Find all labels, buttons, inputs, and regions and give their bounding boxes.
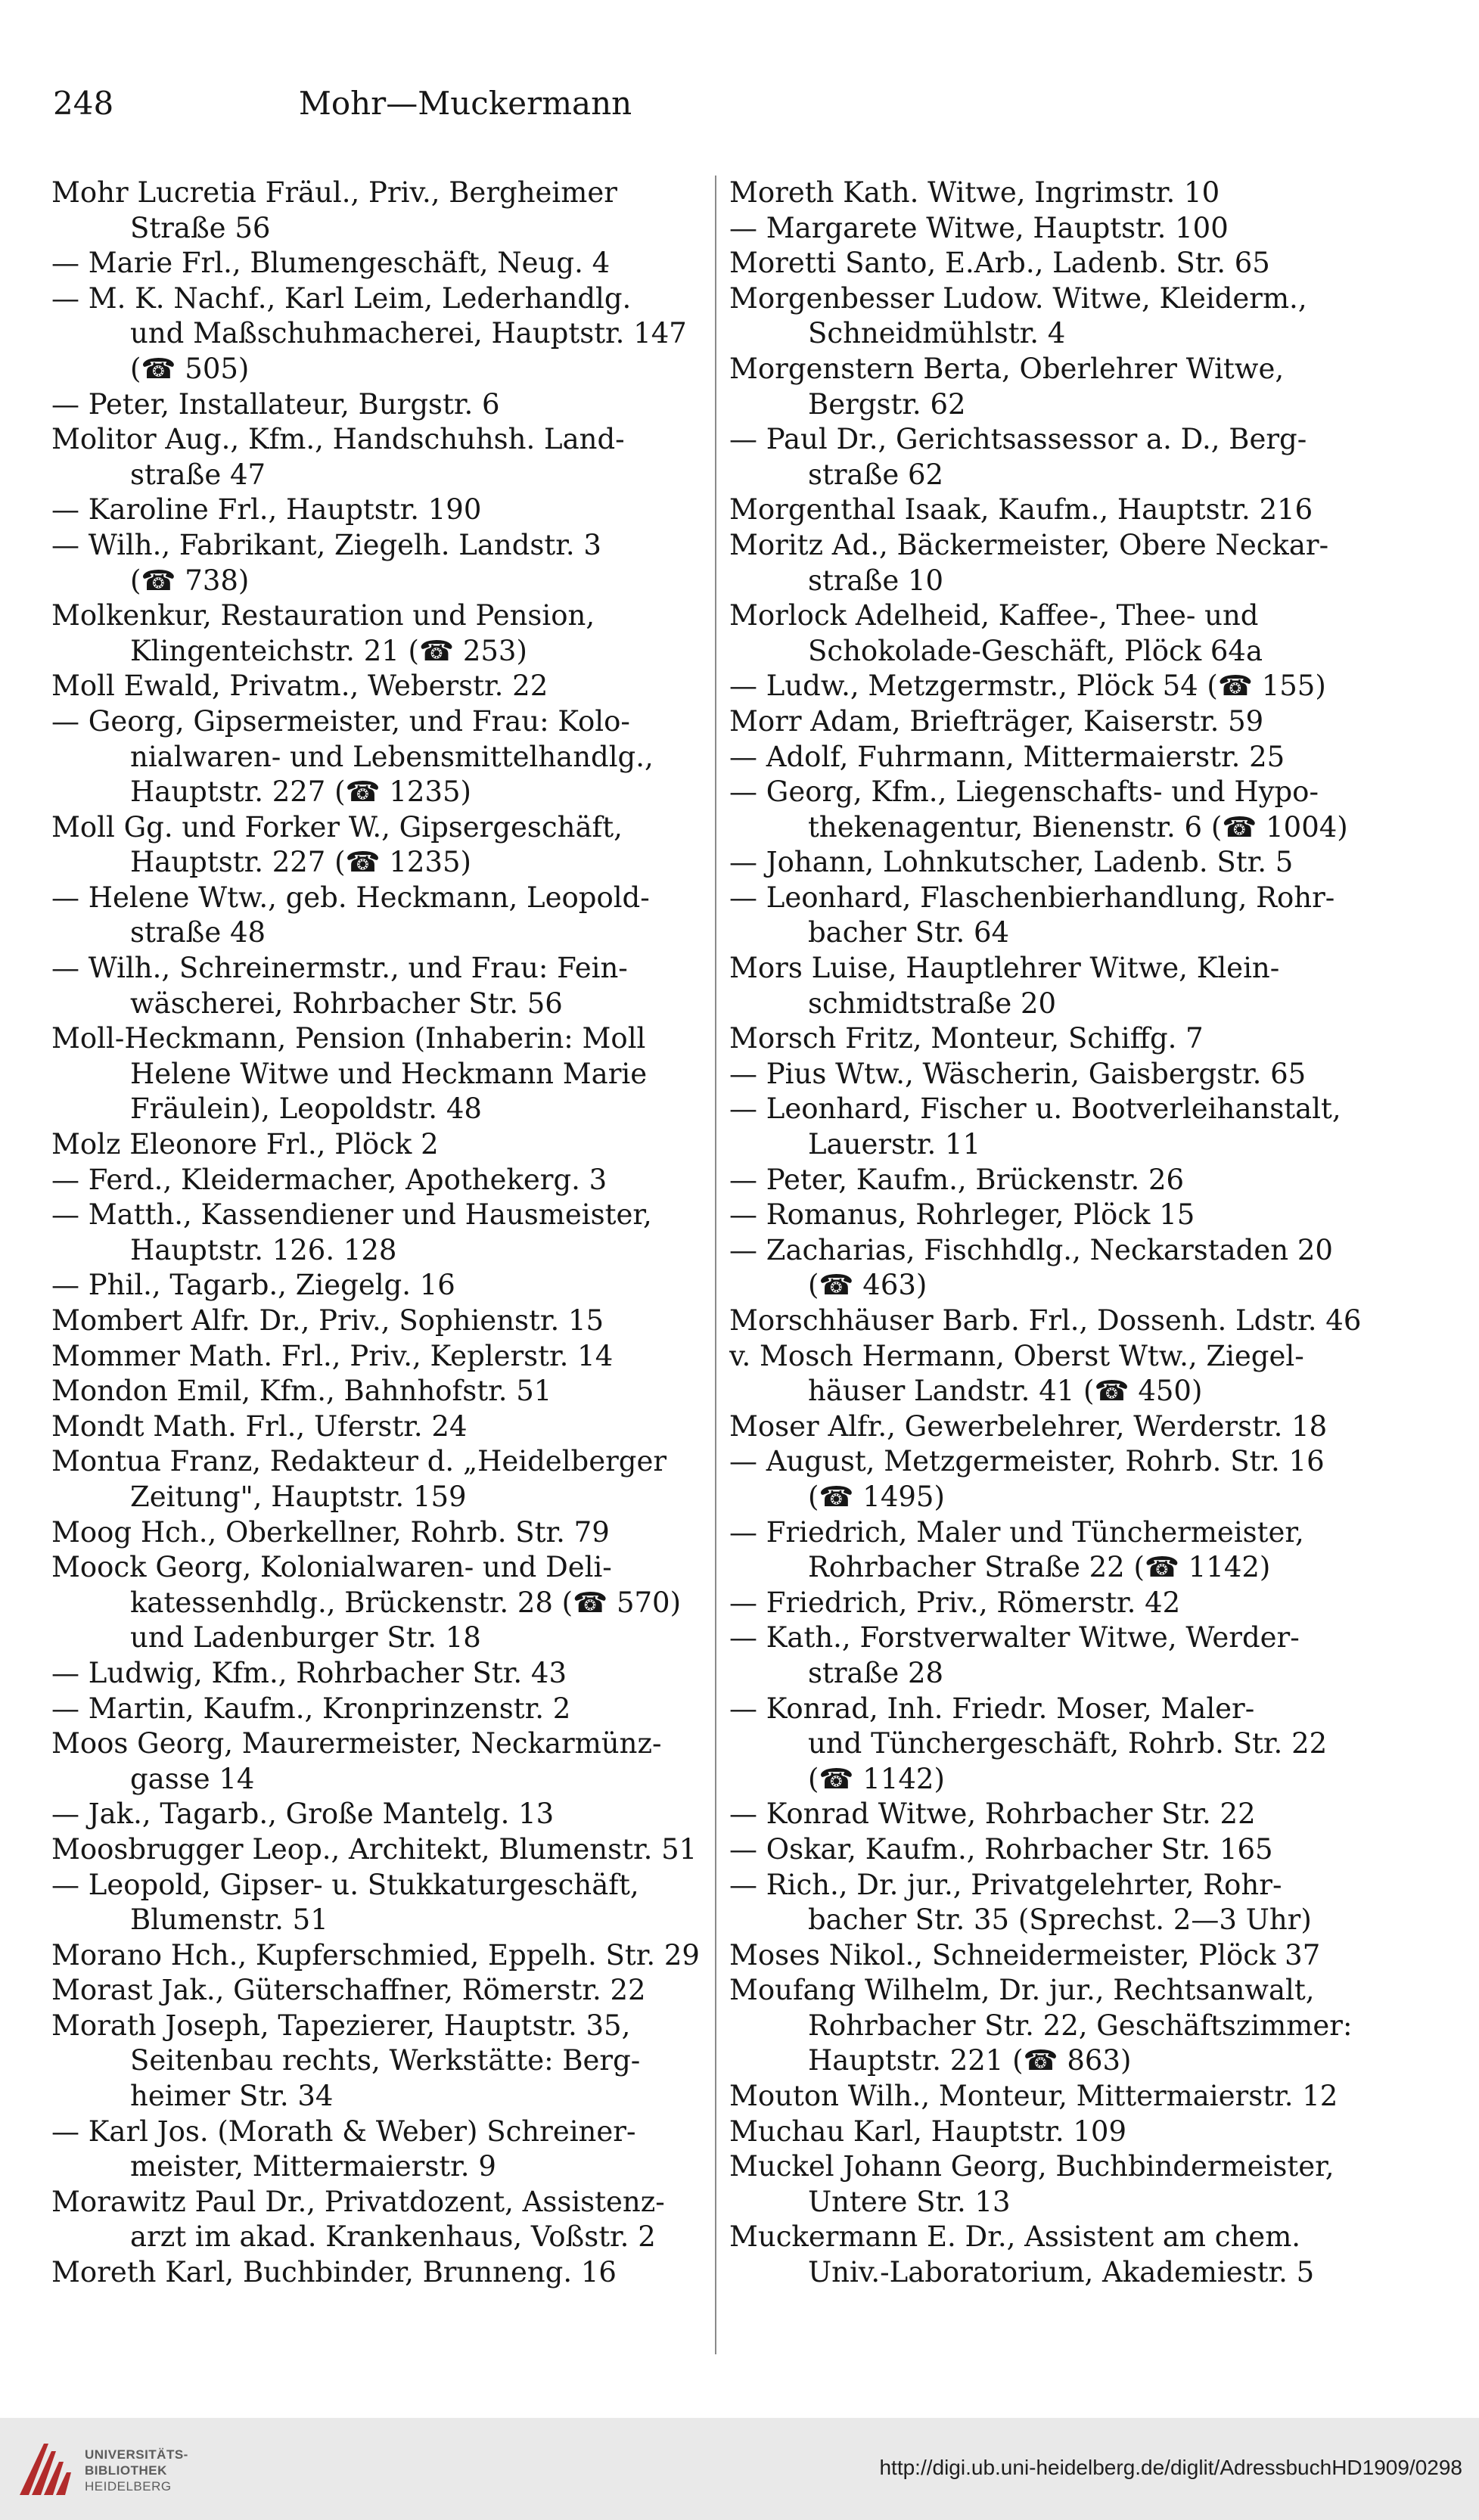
directory-entry-line: — Margarete Witwe, Hauptstr. 100 (729, 211, 1229, 244)
directory-entry-line: — Ludw., Metzgermstr., Plöck 54 (☎ 155) (729, 670, 1326, 703)
directory-entry-line: häuser Landstr. 41 (☎ 450) (808, 1375, 1203, 1408)
directory-entry-line: straße 28 (808, 1656, 944, 1689)
directory-entry-line: Morgenbesser Ludow. Witwe, Kleiderm., (729, 281, 1307, 315)
directory-entry-line: straße 10 (808, 564, 944, 597)
directory-entry-line: Morschhäuser Barb. Frl., Dossenh. Ldstr. 46 (729, 1304, 1362, 1337)
directory-entry-line: Moll-Heckmann, Pension (Inhaberin: Moll (51, 1022, 646, 1055)
directory-entry-line: Molkenkur, Restauration und Pension, (51, 599, 595, 632)
directory-entry-line: bacher Str. 64 (808, 916, 1010, 949)
directory-entry-line: — Adolf, Fuhrmann, Mittermaierstr. 25 (729, 740, 1285, 773)
page-header (53, 85, 878, 138)
directory-entry-line: katessenhdlg., Brückenstr. 28 (☎ 570) (130, 1586, 682, 1619)
directory-entry-line: Rohrbacher Str. 22, Geschäftszimmer: (808, 2009, 1353, 2042)
directory-entry-line: thekenagentur, Bienenstr. 6 (☎ 1004) (808, 810, 1348, 844)
directory-entry-line: Muckel Johann Georg, Buchbindermeister, (729, 2150, 1335, 2183)
directory-entry-line: — Matth., Kassendiener und Hausmeister, (51, 1198, 652, 1232)
directory-entry-line: Morano Hch., Kupferschmied, Eppelh. Str. 29 (51, 1938, 700, 1972)
directory-entry-line: straße 47 (130, 458, 266, 491)
directory-entry-line: — Leopold, Gipser- u. Stukkaturgeschäft, (51, 1868, 639, 1901)
directory-entry-line: — Jak., Tagarb., Große Mantelg. 13 (51, 1798, 555, 1831)
directory-entry-line: Blumenstr. 51 (130, 1903, 328, 1937)
directory-entry-line: Moll Ewald, Privatm., Weberstr. 22 (51, 670, 548, 703)
directory-entry-line: Mohr Lucretia Fräul., Priv., Bergheimer (51, 176, 617, 209)
directory-entry-line: — Martin, Kaufm., Kronprinzenstr. 2 (51, 1692, 571, 1725)
directory-entry-line: Morsch Fritz, Monteur, Schiffg. 7 (729, 1022, 1204, 1055)
directory-entry-line: Morgenstern Berta, Oberlehrer Witwe, (729, 352, 1285, 385)
directory-entry-line: Schokolade-Geschäft, Plöck 64a (808, 634, 1263, 667)
directory-entry-line: und Tünchergeschäft, Rohrb. Str. 22 (808, 1727, 1328, 1760)
directory-entry-line: schmidtstraße 20 (808, 987, 1057, 1020)
directory-entry-line: — Phil., Tagarb., Ziegelg. 16 (51, 1269, 455, 1302)
directory-entry-line: — Wilh., Schreinermstr., und Frau: Fein- (51, 952, 628, 985)
directory-entry-line: — Konrad, Inh. Friedr. Moser, Maler- (729, 1692, 1255, 1725)
running-head: Mohr—Muckermann (298, 85, 632, 122)
directory-entry-line: Hauptstr. 221 (☎ 863) (808, 2044, 1132, 2077)
directory-entry-line: — August, Metzgermeister, Rohrb. Str. 16 (729, 1445, 1325, 1478)
directory-entry-line: Lauerstr. 11 (808, 1128, 981, 1161)
directory-entry-line: — Karl Jos. (Morath & Weber) Schreiner- (51, 2115, 636, 2148)
directory-entry-line: arzt im akad. Krankenhaus, Voßstr. 2 (130, 2220, 656, 2254)
directory-entry-line: (☎ 1142) (808, 1762, 945, 1795)
directory-entry-line: — Leonhard, Fischer u. Bootverleihanstalt, (729, 1092, 1341, 1126)
directory-entry-line: — Paul Dr., Gerichtsassessor a. D., Berg- (729, 423, 1307, 456)
directory-entry-line: straße 62 (808, 458, 944, 491)
directory-entry-line: Moock Georg, Kolonialwaren- und Deli- (51, 1551, 612, 1584)
directory-entry-line: Moll Gg. und Forker W., Gipsergeschäft, (51, 810, 623, 844)
directory-entry-line: — Romanus, Rohrleger, Plöck 15 (729, 1198, 1195, 1232)
directory-entry-line: Molz Eleonore Frl., Plöck 2 (51, 1128, 439, 1161)
directory-entry-line: Mors Luise, Hauptlehrer Witwe, Klein- (729, 952, 1280, 985)
directory-entry-line: Morast Jak., Güterschaffner, Römerstr. 22 (51, 1974, 646, 2007)
directory-entry-line: Hauptstr. 227 (☎ 1235) (130, 846, 471, 879)
directory-entry-line: (☎ 1495) (808, 1480, 945, 1513)
directory-entry-line: (☎ 738) (130, 564, 250, 597)
directory-entry-line: — Peter, Installateur, Burgstr. 6 (51, 387, 500, 421)
page-number: 248 (53, 85, 114, 122)
directory-entry-line: — Oskar, Kaufm., Rohrbacher Str. 165 (729, 1832, 1273, 1866)
directory-entry-line: — Konrad Witwe, Rohrbacher Str. 22 (729, 1798, 1256, 1831)
directory-entry-line: Hauptstr. 126. 128 (130, 1233, 397, 1266)
directory-entry-line: Univ.-Laboratorium, Akademiestr. 5 (808, 2256, 1315, 2289)
directory-entry-line: Moreth Kath. Witwe, Ingrimstr. 10 (729, 176, 1220, 209)
footer-bar (0, 2418, 1479, 2520)
directory-entry-line: Schneidmühlstr. 4 (808, 317, 1066, 350)
directory-entry-line: Fräulein), Leopoldstr. 48 (130, 1092, 482, 1126)
directory-entry-line: Moufang Wilhelm, Dr. jur., Rechtsanwalt, (729, 1974, 1315, 2007)
directory-entry-line: — Ludwig, Kfm., Rohrbacher Str. 43 (51, 1656, 567, 1689)
directory-entry-line: — Kath., Forstverwalter Witwe, Werder- (729, 1621, 1300, 1655)
directory-entry-line: — Helene Wtw., geb. Heckmann, Leopold- (51, 881, 650, 914)
directory-entry-line: Moreth Karl, Buchbinder, Brunneng. 16 (51, 2256, 617, 2289)
directory-entry-line: Muckermann E. Dr., Assistent am chem. (729, 2220, 1301, 2254)
directory-entry-line: — Johann, Lohnkutscher, Ladenb. Str. 5 (729, 846, 1294, 879)
directory-entry-line: — Rich., Dr. jur., Privatgelehrter, Rohr- (729, 1868, 1282, 1901)
source-url-link[interactable]: http://digi.ub.uni-heidelberg.de/diglit/AdressbuchHD1909/0298 (879, 2456, 1462, 2479)
directory-entry-line: Morath Joseph, Tapezierer, Hauptstr. 35, (51, 2009, 631, 2042)
directory-entry-line: Hauptstr. 227 (☎ 1235) (130, 775, 471, 809)
left-column (51, 176, 717, 2291)
directory-entry-line: — Friedrich, Priv., Römerstr. 42 (729, 1586, 1181, 1619)
directory-entry-line: Moosbrugger Leop., Architekt, Blumenstr. 51 (51, 1832, 698, 1866)
directory-entry-line: bacher Str. 35 (Sprechst. 2—3 Uhr) (808, 1903, 1312, 1937)
directory-entry-line: Morawitz Paul Dr., Privatdozent, Assistenz- (51, 2185, 665, 2218)
directory-entry-line: Moses Nikol., Schneidermeister, Plöck 37 (729, 1938, 1321, 1972)
directory-entry-line: Klingenteichstr. 21 (☎ 253) (130, 634, 527, 667)
directory-entry-line: v. Mosch Hermann, Oberst Wtw., Ziegel- (729, 1339, 1304, 1372)
directory-entry-line: — Wilh., Fabrikant, Ziegelh. Landstr. 3 (51, 528, 601, 561)
directory-entry-line: Rohrbacher Straße 22 (☎ 1142) (808, 1551, 1271, 1584)
directory-entry-line: — Marie Frl., Blumengeschäft, Neug. 4 (51, 247, 611, 280)
directory-entry-line: — Georg, Gipsermeister, und Frau: Kolo- (51, 704, 630, 738)
directory-entry-line: — Pius Wtw., Wäscherin, Gaisbergstr. 65 (729, 1057, 1307, 1090)
directory-entry-line: Morlock Adelheid, Kaffee-, Thee- und (729, 599, 1259, 632)
directory-entry-line: (☎ 463) (808, 1269, 927, 1302)
directory-entry-line: Mombert Alfr. Dr., Priv., Sophienstr. 15 (51, 1304, 604, 1337)
directory-entry-line: Moser Alfr., Gewerbelehrer, Werderstr. 18 (729, 1409, 1328, 1443)
directory-entry-line: Muchau Karl, Hauptstr. 109 (729, 2115, 1126, 2148)
directory-entry-line: Moos Georg, Maurermeister, Neckarmünz- (51, 1727, 662, 1760)
directory-entry-line: (☎ 505) (130, 352, 250, 385)
directory-entry-line: Mondt Math. Frl., Uferstr. 24 (51, 1409, 468, 1443)
directory-entry-line: — Peter, Kaufm., Brückenstr. 26 (729, 1163, 1185, 1196)
directory-entry-line: Montua Franz, Redakteur d. „Heidelberger (51, 1445, 667, 1478)
directory-entry-line: und Maßschuhmacherei, Hauptstr. 147 (130, 317, 687, 350)
directory-entry-line: Seitenbau rechts, Werkstätte: Berg- (130, 2044, 641, 2077)
directory-entry-line: Molitor Aug., Kfm., Handschuhsh. Land- (51, 423, 625, 456)
directory-entry-line: — Zacharias, Fischhdlg., Neckarstaden 20 (729, 1233, 1333, 1266)
directory-entry-line: — Karoline Frl., Hauptstr. 190 (51, 493, 482, 527)
directory-entry-line: Mondon Emil, Kfm., Bahnhofstr. 51 (51, 1375, 552, 1408)
directory-entry-line: meister, Mittermaierstr. 9 (130, 2150, 496, 2183)
directory-entry-line: Morr Adam, Briefträger, Kaiserstr. 59 (729, 704, 1264, 738)
directory-entry-line: Zeitung", Hauptstr. 159 (130, 1480, 467, 1513)
directory-entry-line: Mommer Math. Frl., Priv., Keplerstr. 14 (51, 1339, 614, 1372)
right-column (729, 176, 1395, 2291)
directory-entry-line: wäscherei, Rohrbacher Str. 56 (130, 987, 563, 1020)
directory-entry-line: Morgenthal Isaak, Kaufm., Hauptstr. 216 (729, 493, 1313, 527)
directory-entry-line: heimer Str. 34 (130, 2080, 334, 2113)
directory-entry-line: — Georg, Kfm., Liegenschafts- und Hypo- (729, 775, 1319, 809)
column-divider (715, 176, 716, 2354)
directory-entry-line: Moritz Ad., Bäckermeister, Obere Neckar- (729, 528, 1329, 561)
library-seal-icon (17, 2439, 77, 2500)
directory-entry-line: Mouton Wilh., Monteur, Mittermaierstr. 12 (729, 2080, 1338, 2113)
directory-entry-line: — Leonhard, Flaschenbierhandlung, Rohr- (729, 881, 1335, 914)
directory-entry-line: — Friedrich, Maler und Tünchermeister, (729, 1515, 1304, 1549)
directory-entry-line: Moretti Santo, E.Arb., Ladenb. Str. 65 (729, 247, 1270, 280)
directory-entry-line: Moog Hch., Oberkellner, Rohrb. Str. 79 (51, 1515, 610, 1549)
directory-entry-line: — Ferd., Kleidermacher, Apothekerg. 3 (51, 1163, 607, 1196)
library-name: UNIVERSITÄTS- BIBLIOTHEK HEIDELBERG (85, 2447, 188, 2494)
directory-entry-line: Bergstr. 62 (808, 387, 966, 421)
directory-entry-line: Untere Str. 13 (808, 2185, 1011, 2218)
directory-entry-line: Helene Witwe und Heckmann Marie (130, 1057, 648, 1090)
directory-entry-line: und Ladenburger Str. 18 (130, 1621, 481, 1655)
directory-entry-line: Straße 56 (130, 211, 271, 244)
directory-entry-line: gasse 14 (130, 1762, 255, 1795)
directory-entry-line: straße 48 (130, 916, 266, 949)
directory-entry-line: nialwaren- und Lebensmittelhandlg., (130, 740, 654, 773)
directory-entry-line: — M. K. Nachf., Karl Leim, Lederhandlg. (51, 281, 632, 315)
